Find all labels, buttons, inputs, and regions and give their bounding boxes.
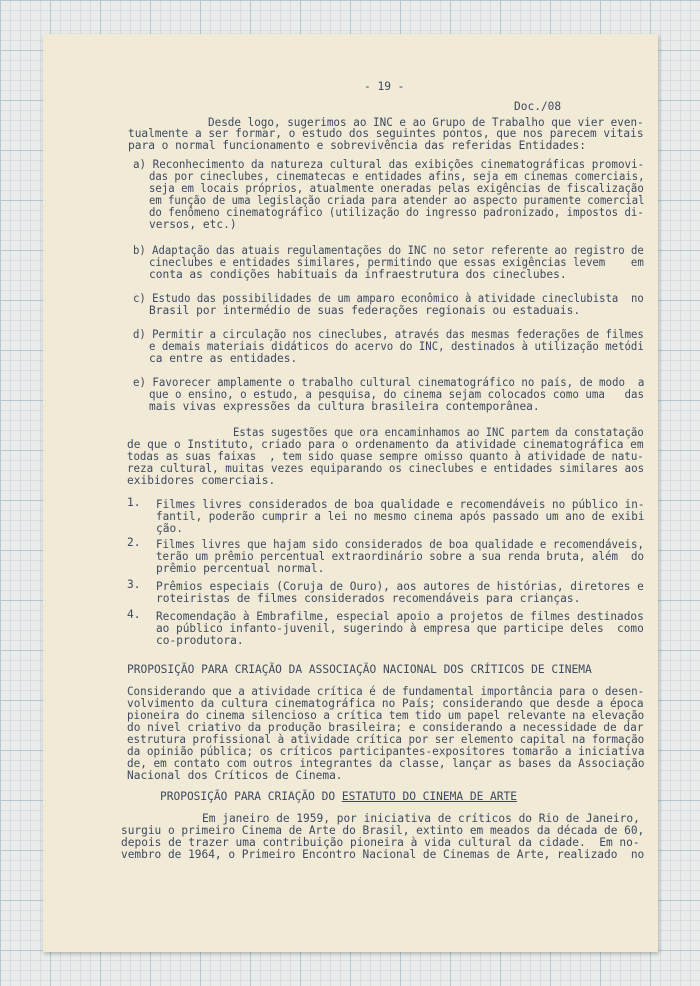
- item-e-line: que o ensino, o estudo, a pesquisa, do cinema sejam colocados como uma das: [149, 388, 645, 401]
- intro-line: tualmente a ser formar, o estudo dos seguintes pontos, que nos parecem vitais: [128, 127, 644, 140]
- item-a-line: do fenômeno cinematográfico (utilização do ingresso padronizado, impostos di-: [149, 206, 644, 219]
- numbered-item-2-line: prêmio percentual normal.: [156, 562, 325, 575]
- item-c-line: c) Estudo das possibilidades de um amparo econômico à atividade cineclubista no: [133, 292, 644, 305]
- heading-statute-underlined: ESTATUTO DO CINEMA DE ARTE: [341, 790, 517, 803]
- association-line: pioneira do cinema silencioso a crítica tem tido um papel relevante na elevação: [127, 709, 645, 722]
- item-b-line: conta as condições habituais da infraestrutura dos cineclubes.: [149, 268, 567, 281]
- association-line: volvimento da cultura cinematográfica no País; considerando que desde a época: [127, 697, 644, 710]
- item-e-line: mais vivas expressões da cultura brasileira contemporânea.: [149, 400, 540, 413]
- item-a-line: das por cineclubes, cinematecas e entidades afins, seja em cinemas comerciais,: [149, 170, 645, 183]
- numbered-marker: 2.: [127, 536, 141, 549]
- numbered-marker: 4.: [127, 608, 141, 621]
- association-line: do nível criativo da produção brasileira; e considerando a necessidade de dar: [127, 721, 644, 734]
- numbered-item-3-line: Prêmios especiais (Coruja de Ouro), aos autores de histórias, diretores e: [156, 580, 644, 593]
- numbered-item-4-line: ao público infanto-juvenil, sugerindo à empresa que participe deles como: [156, 622, 644, 635]
- statute-line: Em janeiro de 1959, por iniciativa de críticos do Rio de Janeiro,: [202, 812, 640, 825]
- document-reference: Doc./08: [514, 100, 562, 113]
- suggestions-line: todas as suas faixas , tem sido quase sempre omisso quanto à atividade de natu-: [127, 450, 644, 463]
- item-a-line: seja em locais próprios, atualmente oneradas pelas exigências de fiscalização: [149, 182, 644, 195]
- numbered-item-1-line: Filmes livres considerados de boa qualidade e recomendáveis no público in-: [156, 498, 645, 511]
- association-line: de, em contato com outros integrantes da classe, lançar as bases da Associação: [127, 757, 645, 770]
- numbered-item-4-line: Recomendação à Embrafilme, especial apoio a projetos de filmes destinados: [156, 610, 644, 623]
- suggestions-line: reza cultural, muitas vezes equiparando os cineclubes e entidades similares aos: [127, 462, 645, 475]
- item-c-line: Brasil por intermédio de suas federações regionais ou estaduais.: [149, 304, 581, 317]
- suggestions-line: de que o Instituto, criado para o ordenamento da atividade cinematográfica em: [127, 438, 644, 451]
- intro-line: Desde logo, sugerimos ao INC e ao Grupo de Trabalho que vier even-: [208, 116, 644, 129]
- suggestions-line: Estas sugestões que ora encaminhamos ao INC partem da constatação: [233, 426, 644, 439]
- item-a-line: a) Reconhecimento da natureza cultural das exibições cinematográficas promovi-: [133, 158, 645, 171]
- numbered-item-2-line: terão um prêmio percentual extraordinário sobre a sua renda bruta, além do: [156, 550, 644, 563]
- numbered-item-1-line: ção.: [156, 522, 183, 535]
- item-d-line: d) Permitir a circulação nos cineclubes, através das mesmas federações de filmes: [133, 328, 644, 341]
- intro-line: para o normal funcionamento e sobrevivência das referidas Entidades:: [128, 139, 587, 152]
- association-line: Considerando que a atividade crítica é de fundamental importância para o desen-: [127, 685, 645, 698]
- item-a-line: em função de uma legislação criada para atender ao aspecto puramente comercial: [149, 194, 645, 207]
- heading-statute-prefix: PROPOSIÇÃO PARA CRIAÇÃO DO: [160, 790, 342, 803]
- statute-line: depois de trazer uma contribuição pioneira à vida cultural da cidade. Em no-: [121, 836, 640, 849]
- numbered-marker: 1.: [127, 496, 141, 509]
- item-b-line: cineclubes e entidades similares, permitindo que essas exigências levem em: [149, 256, 644, 269]
- section-heading-association: PROPOSIÇÃO PARA CRIAÇÃO DA ASSOCIAÇÃO NACIONAL DOS CRÍTICOS DE CINEMA: [127, 663, 592, 676]
- document-page: [43, 34, 658, 952]
- item-a-line: versos, etc.): [149, 218, 237, 231]
- numbered-item-1-line: fantil, poderão cumprir a lei no mesmo cinema após passado um ano de exibi: [156, 510, 645, 523]
- item-d-line: e demais materiais didáticos do acervo do INC, destinados à utilização metódi: [149, 340, 644, 353]
- association-line: da opinião pública; os críticos participantes-expositores tomarão a iniciativa: [127, 745, 645, 758]
- statute-line: vembro de 1964, o Primeiro Encontro Nacional de Cinemas de Arte, realizado no: [121, 848, 645, 861]
- suggestions-line: exibidores comerciais.: [127, 474, 276, 487]
- statute-line: surgiu o primeiro Cinema de Arte do Brasil, extinto em meados da década de 60,: [121, 824, 645, 837]
- numbered-item-3-line: roteiristas de filmes considerados recomendáveis para crianças.: [156, 592, 581, 605]
- numbered-item-2-line: Filmes livres que hajam sido considerados de boa qualidade e recomendáveis,: [156, 538, 644, 551]
- item-d-line: ca entre as entidades.: [149, 352, 298, 365]
- numbered-item-4-line: co-produtora.: [156, 634, 244, 647]
- item-b-line: b) Adaptação das atuais regulamentações do INC no setor referente ao registro de: [133, 244, 644, 257]
- association-line: Nacional dos Críticos de Cinema.: [127, 769, 343, 782]
- item-e-line: e) Favorecer amplamente o trabalho cultural cinematográfico no país, de modo a: [133, 376, 645, 389]
- page-number: - 19 -: [364, 80, 405, 93]
- association-line: estrutura profissional à atividade crítica por ser elemento capital na formação: [127, 733, 645, 746]
- numbered-marker: 3.: [127, 578, 141, 591]
- section-heading-statute: [160, 791, 517, 803]
